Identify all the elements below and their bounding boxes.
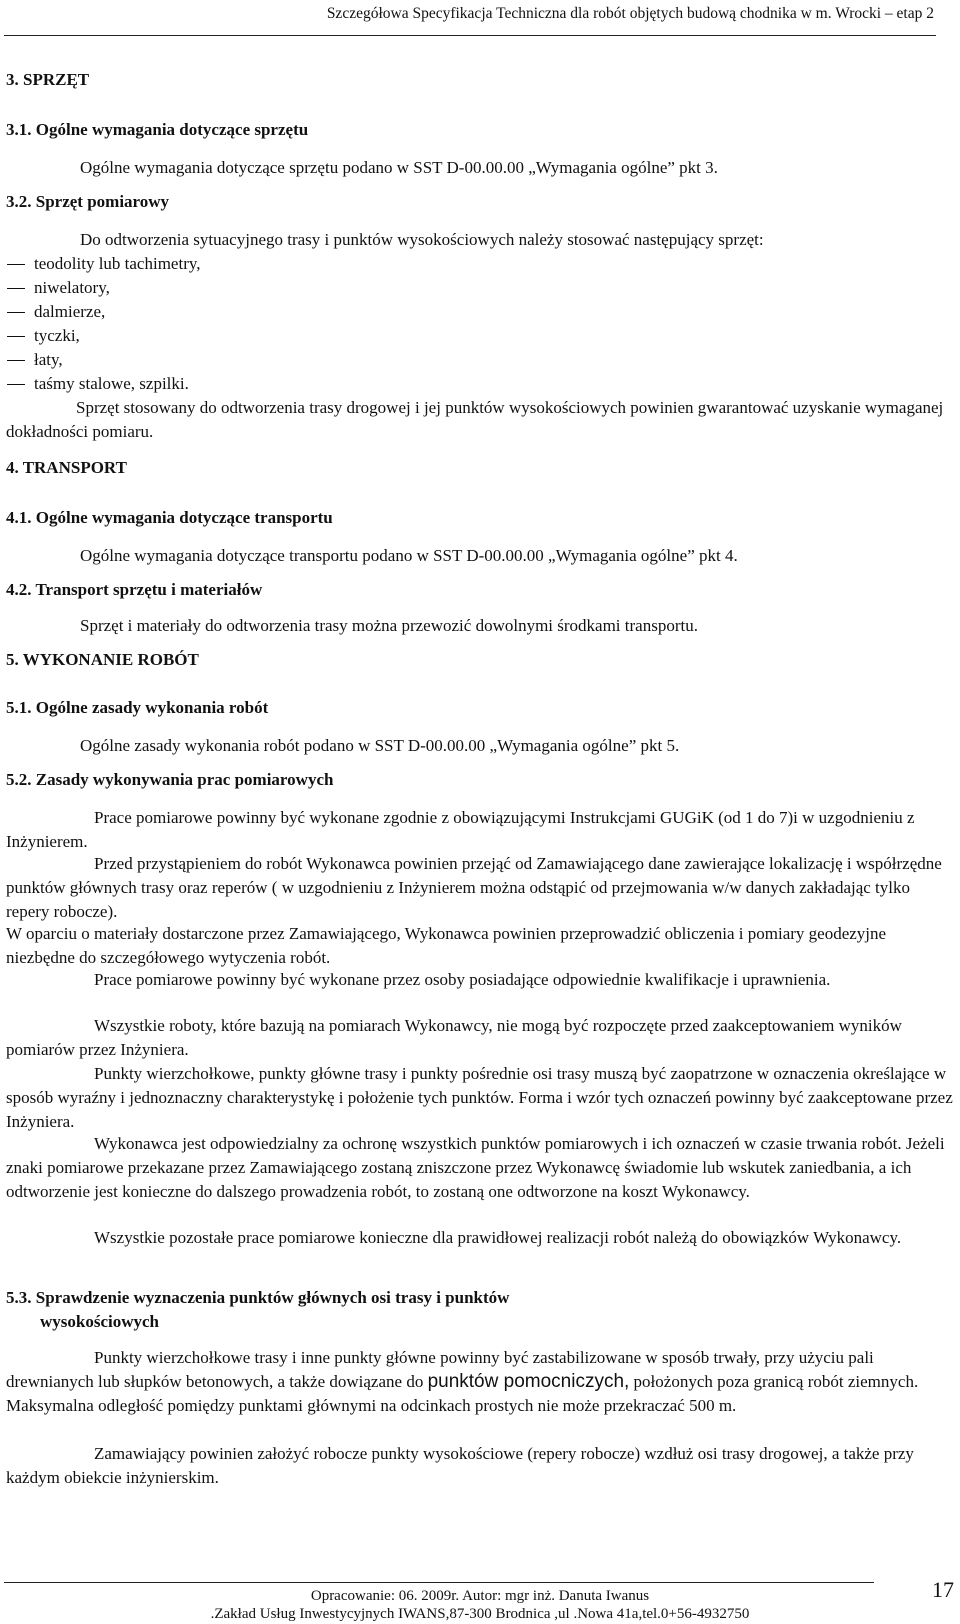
section-3-2-heading: 3.2. Sprzęt pomiarowy [6,192,170,211]
section-5-3-heading-line1: 5.3. Sprawdzenie wyznaczenia punktów głównych osi trasy i punktów [6,1288,510,1307]
header-divider [4,35,936,36]
section-5-3-heading [6,1286,956,1334]
section-4-2-heading: 4.2. Transport sprzętu i materiałów [6,580,263,599]
section-4-1-text: Ogólne wymagania dotyczące transportu podano w SST D-00.00.00 „Wymagania ogólne” pkt 4. [80,546,738,565]
paragraph: Prace pomiarowe powinny być wykonane przez osoby posiadające odpowiednie kwalifikacje i uprawnienia. [94,970,831,989]
paragraph: Przed przystąpieniem do robót Wykonawca powinien przejąć od Zamawiającego dane zawierające lokalizację i współrzędne punktów głównych trasy oraz reperów ( w uzgodnieniu z Inżynierem można odstąpić od przejmowania w/w danych zakładając tylko repery robocze). [6,854,942,921]
list-item: tyczki, [6,324,201,348]
section-3-heading: 3. SPRZĘT [6,70,90,89]
paragraph: Wszystkie roboty, które bazują na pomiarach Wykonawcy, nie mogą być rozpoczęte przed zaakceptowaniem wyników pomiarów przez Inżyniera. [6,1016,902,1059]
section-5-1-text: Ogólne zasady wykonania robót podano w SST D-00.00.00 „Wymagania ogólne” pkt 5. [80,736,680,755]
page-header: Szczegółowa Specyfikacja Techniczna dla robót objętych budową chodnika w m. Wrocki – etap 2 [326,5,934,22]
section-3-1-heading: 3.1. Ogólne wymagania dotyczące sprzętu [6,120,309,139]
section-4-2-text: Sprzęt i materiały do odtworzenia trasy można przewozić dowolnymi środkami transportu. [80,616,698,635]
paragraph: W oparciu o materiały dostarczone przez Zamawiającego, Wykonawca powinien przeprowadzić obliczenia i pomiary geodezyjne niezbędne do szczegółowego wytyczenia robót. [6,924,887,967]
section-3-2-paragraph: Sprzęt stosowany do odtworzenia trasy drogowej i jej punktów wysokościowych powinien gwarantować uzyskanie wymaganej dokładności pomiaru. [6,398,944,441]
list-item: taśmy stalowe, szpilki. [6,372,201,396]
section-3-2-intro: Do odtworzenia sytuacyjnego trasy i punktów wysokościowych należy stosować następujący sprzęt: [80,230,764,249]
paragraph: Wykonawca jest odpowiedzialny za ochronę wszystkich punktów pomiarowych i ich oznaczeń w czasie trwania robót. Jeżeli znaki pomiarowe przekazane przez Zamawiającego zostaną zniszczone przez Wykonawcę świadomie lub wskutek zaniedbania, a ich odtworzenie jest konieczne do dalszego prowadzenia robót, to zostaną one odtworzone na koszt Wykonawcy. [6,1134,945,1201]
paragraph-text: Punkty wierzchołkowe trasy i inne punkty główne powinny być zastabilizowane w sposób trwały, przy użyciu pali drewnianych lub słupków betonowych, a także dowiązane do [6,1348,874,1391]
list-item: dalmierze, [6,300,201,324]
equipment-list [6,252,201,396]
section-5-3-heading-line2: wysokościowych [40,1312,160,1331]
section-3-1-text: Ogólne wymagania dotyczące sprzętu podano w SST D-00.00.00 „Wymagania ogólne” pkt 3. [80,158,718,177]
footer-address: .Zakład Usług Inwestycyjnych IWANS,87-300 Brodnica ,ul .Nowa 41a,tel.0+56-4932750 [210,1606,750,1622]
list-item: niwelatory, [6,276,201,300]
paragraph: Prace pomiarowe powinny być wykonane zgodnie z obowiązującymi Instrukcjami GUGiK (od 1 do 7)i w uzgodnieniu z Inżynierem. [6,808,915,851]
paragraph-emphasis: punktów pomocniczych, [427,1371,630,1392]
section-4-1-heading: 4.1. Ogólne wymagania dotyczące transportu [6,508,333,527]
list-item: łaty, [6,348,201,372]
paragraph: Punkty wierzchołkowe, punkty główne trasy i punkty pośrednie osi trasy muszą być zaopatrzone w oznaczenia określające w sposób wyraźny i jednoznaczny charakterystykę i położenie tych punktów. Forma i wzór tych oznaczeń powinny być zaakceptowane przez Inżyniera. [6,1064,953,1131]
footer-author: Opracowanie: 06. 2009r. Autor: mgr inż. Danuta Iwanus [310,1588,650,1604]
paragraph-text: położonych poza granicą robót ziemnych. Maksymalna odległość pomiędzy punktami głównymi na odcinkach prostych nie może przekraczać 500 m. [6,1372,919,1415]
paragraph: Zamawiający powinien założyć robocze punkty wysokościowe (repery robocze) wzdłuż osi trasy drogowej, a także przy każdym obiekcie inżynierskim. [6,1444,914,1487]
section-5-heading: 5. WYKONANIE ROBÓT [6,650,199,669]
section-4-heading: 4. TRANSPORT [6,458,127,477]
list-item: teodolity lub tachimetry, [6,252,201,276]
paragraph [6,1346,956,1418]
paragraph: Wszystkie pozostałe prace pomiarowe konieczne dla prawidłowej realizacji robót należą do obowiązków Wykonawcy. [94,1228,902,1247]
page-number: 17 [932,1577,954,1602]
footer-divider [4,1582,874,1583]
section-5-1-heading: 5.1. Ogólne zasady wykonania robót [6,698,269,717]
section-5-2-heading: 5.2. Zasady wykonywania prac pomiarowych [6,770,334,789]
